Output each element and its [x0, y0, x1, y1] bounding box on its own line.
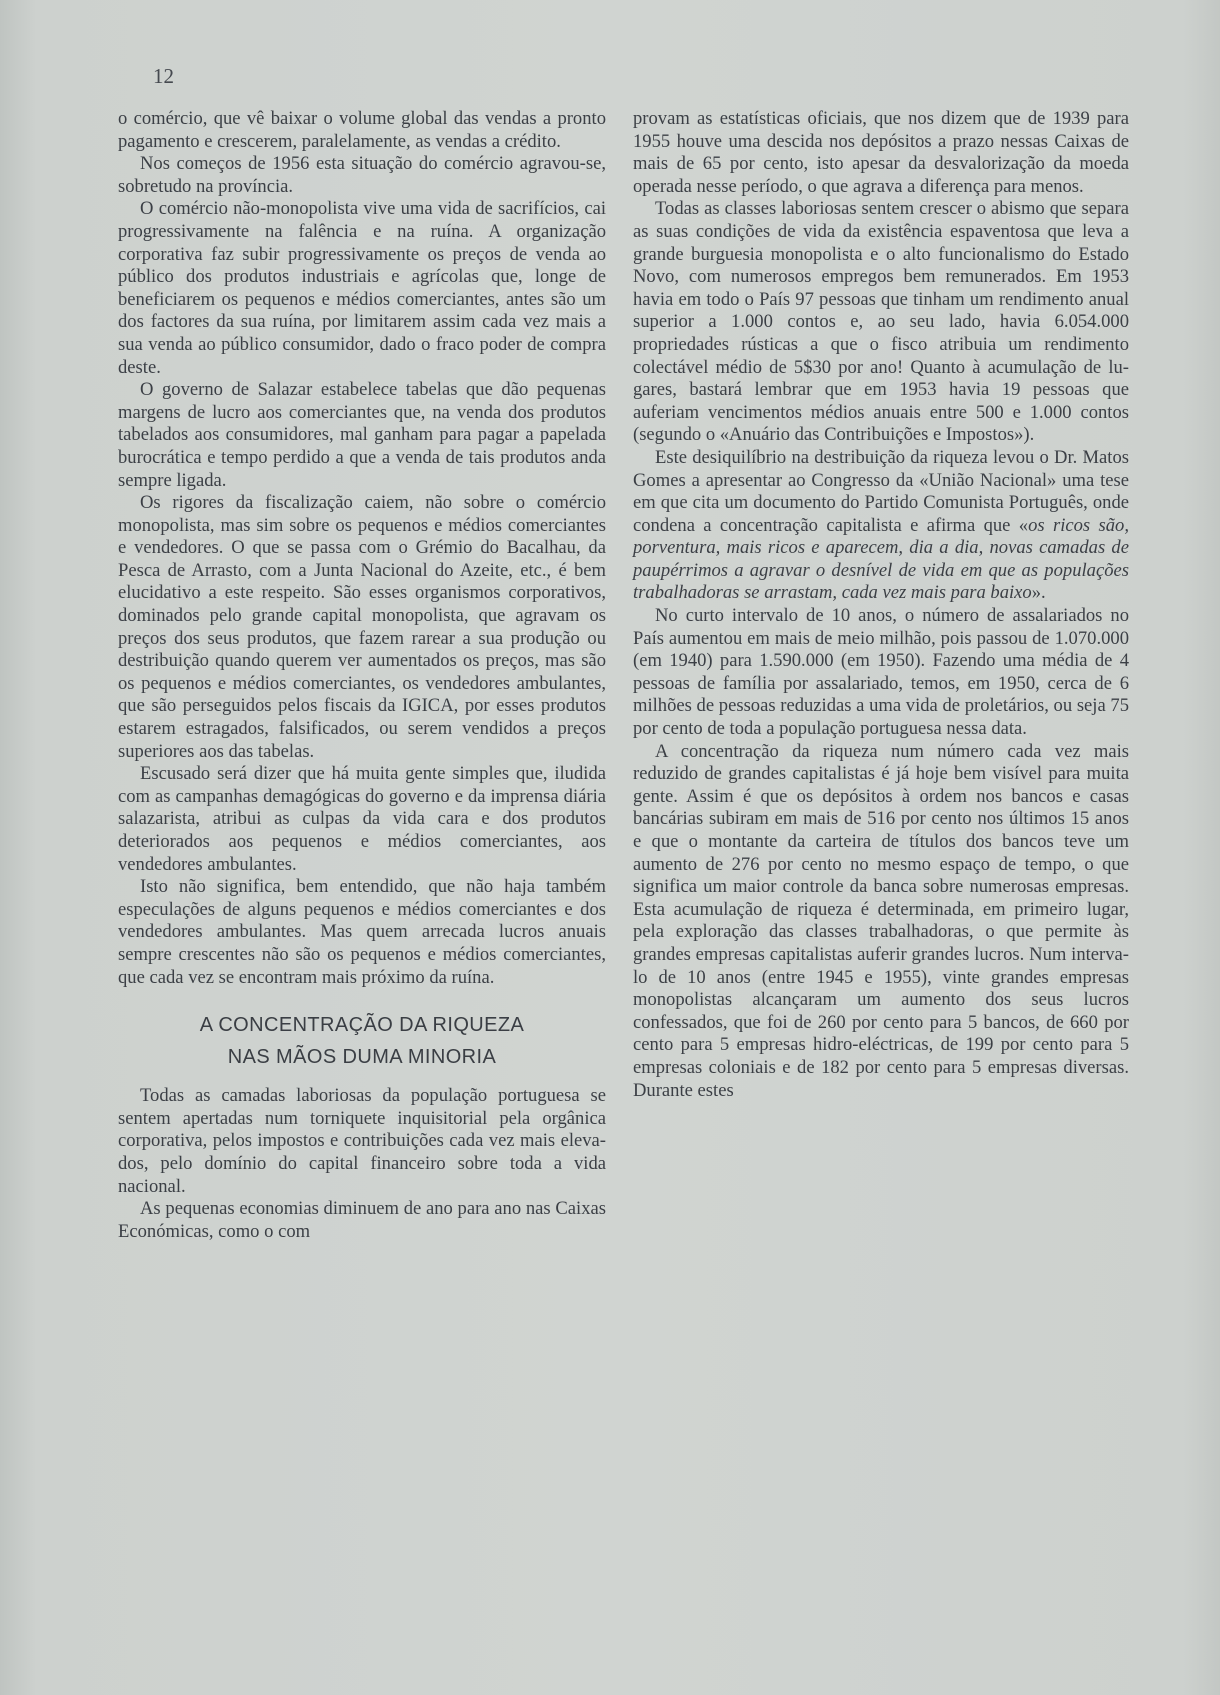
paragraph: O governo de Salazar estabelece tabelas que dão pequenas margens de lucro aos comerciantes que, na venda dos produtos tabelados aos consumidores, mal ganham para pagar a papelada burocrática e tempo perdido a que a venda de tais produtos anda sempre ligada. — [118, 379, 606, 491]
section-heading — [118, 1009, 606, 1073]
quoted-text: os ricos são, porventura, mais ricos e aparecem, dia a dia, novas camadas de paupérrimos a agravar o desnível de vida em que as populações trabalhadoras se arrastam, cada vez mais para baixo — [633, 514, 1129, 604]
paragraph: A concentração da riqueza num número cada vez mais reduzido de grandes capitalistas é já hoje bem visível para muita gente. Assim é que os depósitos à ordem nos bancos e casas bancárias subiram em mais de 516 por cento nos últimos 15 anos e que o montante da carteira de títulos dos bancos teve um aumento de 276 por cento no mesmo espaço de tempo, o que significa um maior controle da banca sobre numerosas empresas. Esta acumulação de riqueza é determinada, em primeiro lugar, pela exploração das classes trabalhadoras, o que permite às grandes empresas capitalistas auferir grandes lucros. Num intervalo de 10 anos (entre 1945 e 1955), vinte grandes empresas monopolistas alcançaram um aumento dos seus lucros confessados, que foi de 260 por cento para 5 bancos, de 660 por cento para 5 empresas hidro-eléctricas, de 199 por cento para 5 empresas coloniais e de 182 por cento para 5 empresas diversas. Durante estes — [633, 740, 1129, 1101]
page-number: 12 — [153, 64, 174, 88]
section-heading-line-1: A CONCENTRAÇÃO DA RIQUEZA — [199, 1014, 525, 1037]
right-column — [633, 108, 1129, 1102]
paragraph: Nos começos de 1956 esta situação do comércio agravou-se, sobretudo na província. — [118, 153, 606, 197]
paragraph: Isto não significa, bem entendido, que não haja também especulações de alguns pequenos e médios comerciantes e dos vendedores ambulantes. Mas quem arrecada lucros anuais sempre crescentes não são os pequenos e médios comerciantes, que cada vez se encontram mais próximo da ruína. — [118, 876, 606, 988]
quote-intro: Este desiquilíbrio na destribuição da riqueza levou o Dr. Matos Gomes a apresentar ao Congresso da «União Nacional» uma tese em que cita um documento do Partido Comunista Português, onde condena a concentração capitalista e afirma que « — [633, 446, 1129, 536]
paragraph: No curto intervalo de 10 anos, o número de assalariados no País aumentou em mais de meio milhão, pois passou de 1.070.000 (em 1940) para 1.590.000 (em 1950). Fazendo uma média de 4 pessoas de família por assalariado, temos, em 1950, cerca de 6 milhões de pessoas reduzidas a uma vida de proletários, ou seja 75 por cento de toda a população portuguesa nessa data. — [633, 605, 1129, 740]
paragraph-quote — [633, 447, 1129, 605]
paragraph: O comércio não-monopolista vive uma vida de sacrifícios, cai progressivamente na falência e na ruína. A organização corporativa faz subir progressivamente os preços de venda ao público dos produtos industriais e agrícolas que, longe de beneficiarem os pequenos e médios comerciantes, antes são um dos factores da sua ruína, por limitarem assim cada vez mais a sua venda ao público consumidor, dado o fraco poder de compra deste. — [118, 198, 606, 378]
paragraph: Todas as classes laboriosas sentem crescer o abismo que separa as suas condições de vida da existência espaventosa que leva a grande burguesia monopolista e o alto funcionalismo do Estado Novo, com numerosos empregos bem remunerados. Em 1953 havia em todo o País 97 pessoas que tinham um rendimento anual superior a 1.000 contos e, ao seu lado, havia 6.054.000 propriedades rústicas a que o fisco atribuia um rendimento colectável médio de 5$30 por ano! Quanto à acumulação de lugares, bastará lembrar que em 1953 havia 19 pessoas que auferiam vencimentos médios anuais entre 500 e 1.000 contos (segundo o «Anuário das Contribuições e Impostos»). — [633, 198, 1129, 446]
paragraph: Todas as camadas laboriosas da população portuguesa se sentem apertadas num torniquete inquisitorial pela orgânica corporativa, pelos impostos e contribuições cada vez mais elevados, pelo domínio do capital financeiro sobre toda a vida nacional. — [118, 1085, 606, 1197]
section-heading-line-2: NAS MÃOS DUMA MINORIA — [227, 1046, 497, 1069]
paragraph: o comércio, que vê baixar o volume global das vendas a pronto pagamento e crescerem, paralelamente, as vendas a crédito. — [118, 108, 606, 152]
left-column — [118, 108, 606, 1243]
paragraph: As pequenas economias diminuem de ano para ano nas Caixas Económicas, como o com — [118, 1198, 606, 1242]
paragraph: provam as estatísticas oficiais, que nos dizem que de 1939 para 1955 houve uma descida nos depósitos a prazo nessas Caixas de mais de 65 por cento, isto apesar da desvalorização da moeda operada nesse período, o que agrava a diferença para menos. — [633, 108, 1129, 197]
paragraph: Os rigores da fiscalização caiem, não sobre o comércio monopolista, mas sim sobre os pequenos e médios comerciantes e vendedores. O que se passa com o Grémio do Bacalhau, da Pesca de Arrasto, com a Junta Nacional do Azeite, etc., é bem elucidativo a este respeito. São esses organismos corporativos, dominados pelo grande capital monopolista, que agravam os preços dos seus produtos, que fazem rarear a sua produção ou destribuição quando querem ver aumentados os preços, mas são os pequenos e médios comerciantes, os vendedores ambulantes, que são perseguidos pelos fiscais da IGICA, por esses produtos estarem estragados, falsificados, ou serem vendidos a preços superiores aos das tabelas. — [118, 492, 606, 762]
quote-close: ». — [1031, 582, 1046, 604]
paragraph: Escusado será dizer que há muita gente simples que, iludida com as campanhas demagógicas do governo e da imprensa diária salazarista, atribui as culpas da vida cara e dos produtos deteriorados aos pequenos e médios comerciantes, aos vendedores ambulantes. — [118, 763, 606, 875]
